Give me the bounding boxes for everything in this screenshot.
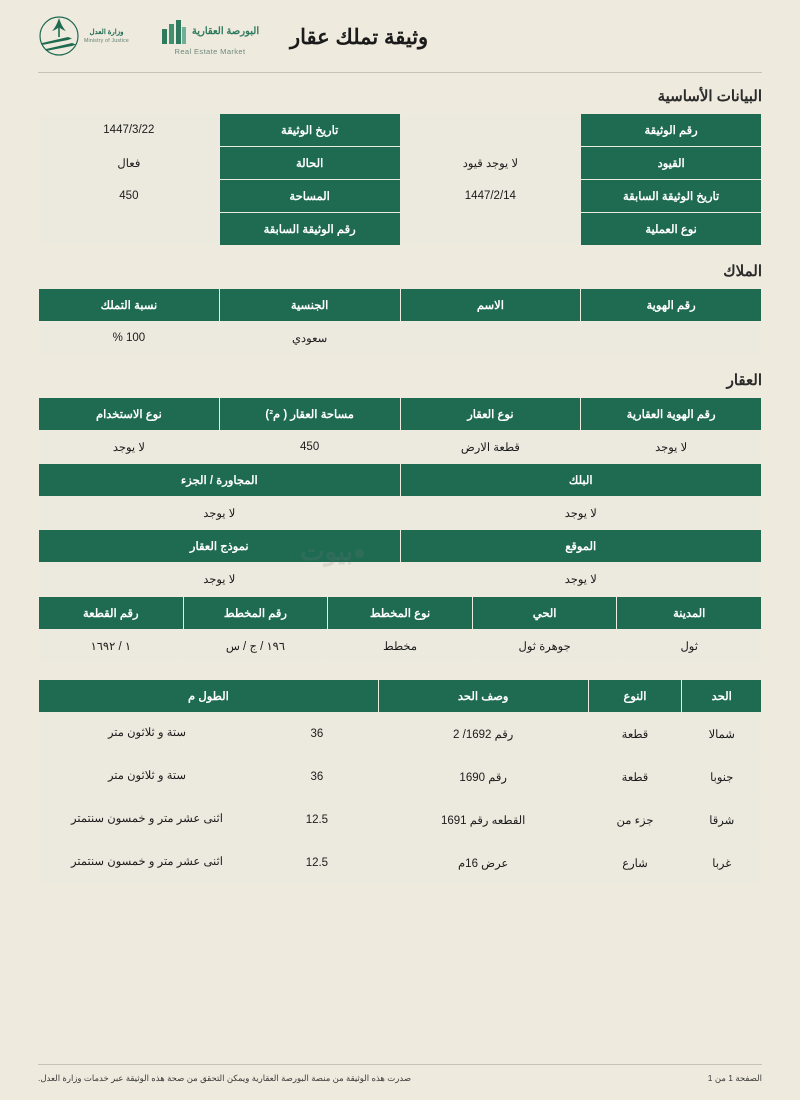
basic-label-status: الحالة [219, 147, 400, 180]
property-value-real-estate-id: لا يوجد [581, 431, 762, 464]
table-row [39, 213, 762, 246]
table-row [39, 497, 762, 530]
property-label-property-model: نموذج العقار [39, 530, 401, 563]
table-row [39, 180, 762, 213]
table-header-row [39, 398, 762, 431]
property-label-district: الحي [472, 597, 617, 630]
table-row [39, 799, 762, 842]
footer-note: صدرت هذه الوثيقة من منصة البورصة العقارية ويمكن التحقق من صحة هذه الوثيقة عبر خدمات وزارة العدل. [38, 1073, 412, 1083]
property-label-location: الموقع [400, 530, 762, 563]
table-header-row [39, 464, 762, 497]
boundaries-cell-length-text: اثنى عشر متر و خمسون سنتمتر [39, 842, 256, 885]
table-row [39, 322, 762, 355]
property-label-neighbour-part: المجاورة / الجزء [39, 464, 401, 497]
property-label-plan-number: رقم المخطط [183, 597, 328, 630]
property-value-parcel-number: ١ / ١٦٩٢ [39, 630, 184, 663]
table-row [39, 756, 762, 799]
basic-value-area: 450 [39, 180, 220, 213]
boundaries-cell-length-text: اثنى عشر متر و خمسون سنتمتر [39, 799, 256, 842]
property-table [38, 397, 762, 596]
boundaries-header-side: الحد [682, 680, 762, 713]
property-value-plan-number: ١٩٦ / ج / س [183, 630, 328, 663]
basic-data-table [38, 113, 762, 246]
basic-label-restrictions: القيود [581, 147, 762, 180]
boundaries-cell-type: جزء من [588, 799, 682, 842]
basic-value-document-date: 1447/3/22 [39, 114, 220, 147]
moj-logo-text-en: Ministry of Justice [84, 38, 130, 45]
owners-header-nationality: الجنسية [219, 289, 400, 322]
owners-cell-ownership-share: 100 % [39, 322, 220, 355]
boundaries-cell-length-number: 36 [255, 756, 378, 799]
table-row [39, 630, 762, 663]
table-row [39, 842, 762, 885]
page-title: وثيقة تملك عقار [290, 25, 429, 49]
owners-cell-nationality: سعودي [219, 322, 400, 355]
table-row [39, 147, 762, 180]
property-value-location: لا يوجد [400, 563, 762, 596]
property-label-city: المدينة [617, 597, 762, 630]
boundaries-cell-length-text: ستة و ثلاثون متر [39, 756, 256, 799]
boundaries-cell-description: عرض 16م [378, 842, 588, 885]
property-label-property-area: مساحة العقار ( م²) [219, 398, 400, 431]
section-title-basic-data: البيانات الأساسية [657, 88, 762, 105]
palm-swords-icon [38, 15, 80, 59]
boundaries-cell-length-number: 12.5 [255, 842, 378, 885]
property-value-block: لا يوجد [400, 497, 762, 530]
boundaries-cell-side: شرقا [682, 799, 762, 842]
property-value-property-type: قطعة الارض [400, 431, 581, 464]
boundaries-cell-type: قطعة [588, 756, 682, 799]
basic-value-operation-type [400, 213, 581, 246]
header-divider [38, 72, 762, 73]
document-footer [38, 1064, 762, 1084]
boundaries-cell-description: رقم 1690 [378, 756, 588, 799]
basic-value-previous-document-date: 1447/2/14 [400, 180, 581, 213]
property-value-property-area: 450 [219, 431, 400, 464]
table-row [39, 563, 762, 596]
basic-label-operation-type: نوع العملية [581, 213, 762, 246]
building-bars-icon [161, 19, 187, 45]
property-label-real-estate-id: رقم الهوية العقارية [581, 398, 762, 431]
boundaries-cell-type: شارع [588, 842, 682, 885]
footer-page-number: الصفحة 1 من 1 [707, 1073, 762, 1083]
property-value-plan-type: مخطط [328, 630, 473, 663]
owners-cell-name [400, 322, 581, 355]
boundaries-cell-length-number: 12.5 [255, 799, 378, 842]
boundaries-cell-side: شمالا [682, 713, 762, 756]
table-header-row [39, 289, 762, 322]
boundaries-cell-length-text: ستة و ثلاثون متر [39, 713, 256, 756]
basic-label-area: المساحة [219, 180, 400, 213]
property-value-district: جوهرة ثول [472, 630, 617, 663]
ministry-of-justice-logo [38, 14, 130, 60]
boundaries-header-length: الطول م [39, 680, 379, 713]
property-label-plan-type: نوع المخطط [328, 597, 473, 630]
real-estate-market-logo [146, 19, 274, 56]
moj-logo-text [84, 29, 129, 44]
table-row [39, 713, 762, 756]
document-header [38, 0, 762, 70]
table-row [39, 431, 762, 464]
owners-header-ownership-share: نسبة التملك [39, 289, 220, 322]
property-plan-table [38, 596, 762, 663]
owners-header-name: الاسم [400, 289, 581, 322]
boundaries-header-description: وصف الحد [378, 680, 588, 713]
basic-label-document-date: تاريخ الوثيقة [219, 114, 400, 147]
property-value-neighbour-part: لا يوجد [39, 497, 401, 530]
table-header-row [39, 530, 762, 563]
basic-label-document-number: رقم الوثيقة [581, 114, 762, 147]
table-row [39, 114, 762, 147]
boundaries-cell-side: جنوبا [682, 756, 762, 799]
table-header-row [39, 680, 762, 713]
boundaries-cell-type: قطعة [588, 713, 682, 756]
basic-label-previous-document-number: رقم الوثيقة السابقة [219, 213, 400, 246]
property-value-property-model: لا يوجد [39, 563, 401, 596]
owners-header-id: رقم الهوية [581, 289, 762, 322]
basic-value-document-number [400, 114, 581, 147]
table-header-row [39, 597, 762, 630]
property-label-usage-type: نوع الاستخدام [39, 398, 220, 431]
moj-emblem-icon [38, 15, 80, 59]
owners-cell-id [581, 322, 762, 355]
boundaries-cell-length-number: 36 [255, 713, 378, 756]
property-label-parcel-number: رقم القطعة [39, 597, 184, 630]
rem-logo-text-en: Real Estate Market [174, 46, 246, 56]
property-value-city: ثول [617, 630, 762, 663]
basic-value-restrictions: لا يوجد قيود [400, 147, 581, 180]
property-label-property-type: نوع العقار [400, 398, 581, 431]
rem-mark-icon [161, 19, 187, 45]
moj-logo-text-ar: وزارة العدل [89, 29, 124, 37]
footer-divider [38, 1064, 762, 1065]
boundaries-cell-description: رقم 1692/ 2 [378, 713, 588, 756]
owners-table [38, 288, 762, 355]
basic-label-previous-document-date: تاريخ الوثيقة السابقة [581, 180, 762, 213]
property-label-block: البلك [400, 464, 762, 497]
property-value-usage-type: لا يوجد [39, 431, 220, 464]
boundaries-header-type: النوع [588, 680, 682, 713]
boundaries-table [38, 679, 762, 885]
basic-value-previous-document-number [39, 213, 220, 246]
boundaries-cell-description: القطعه رقم 1691 [378, 799, 588, 842]
section-title-property: العقار [726, 372, 762, 389]
rem-logo-text-ar: البورصة العقارية [191, 26, 260, 37]
boundaries-cell-side: غربا [682, 842, 762, 885]
section-title-owners: الملاك [723, 263, 762, 280]
basic-value-status: فعال [39, 147, 220, 180]
